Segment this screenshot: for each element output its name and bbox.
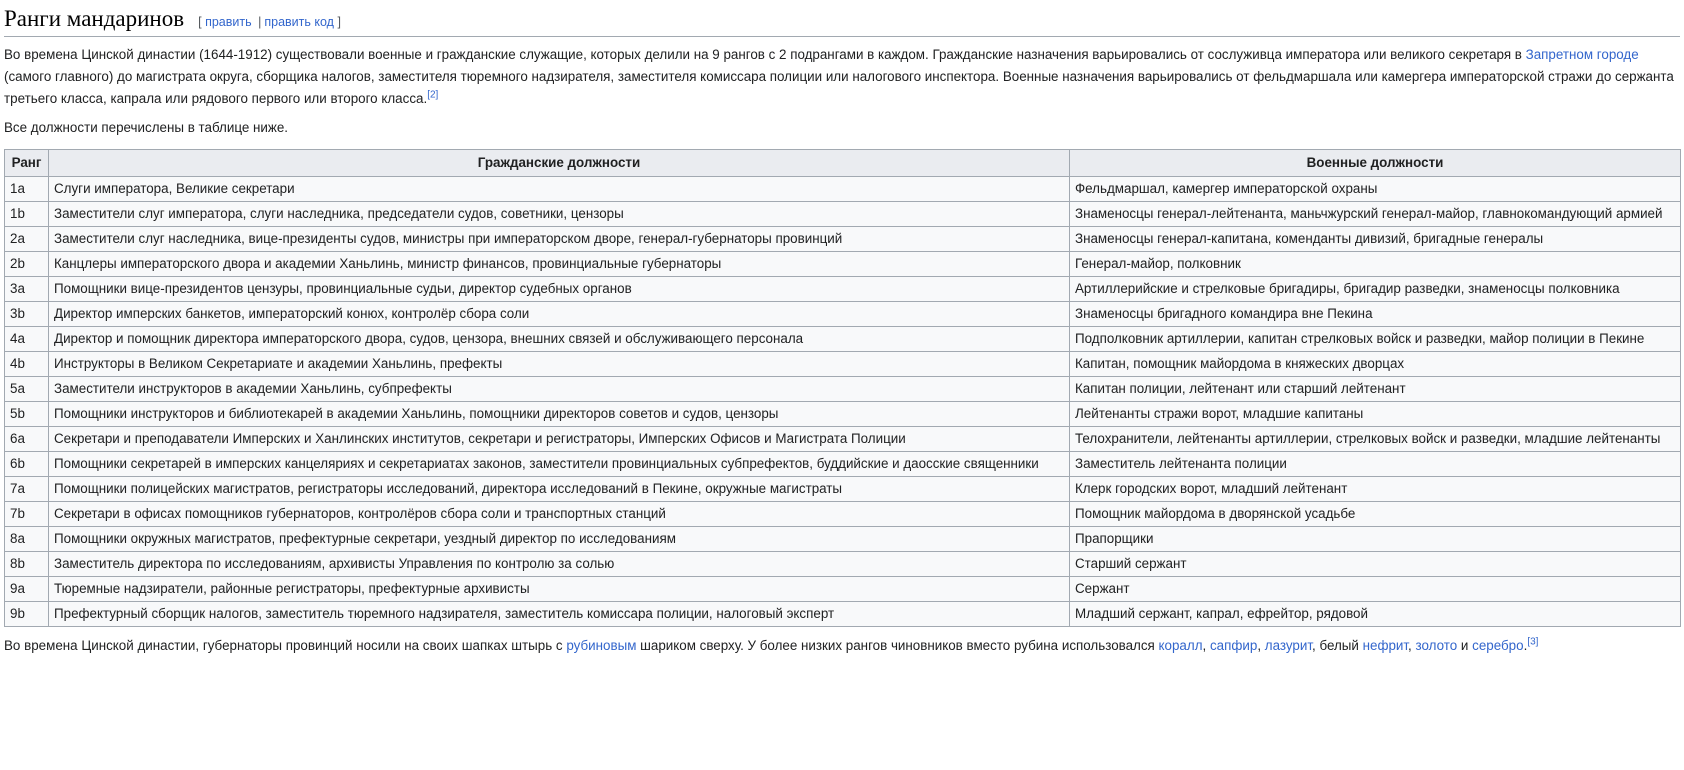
gold-link[interactable]: золото — [1415, 638, 1458, 653]
table-row — [5, 402, 1681, 427]
reference-3 — [1527, 637, 1538, 648]
civil-position-cell: Секретари в офисах помощников губернаторов, контролёров сбора соли и транспортных станций — [49, 502, 1070, 527]
rank-cell: 7a — [5, 477, 49, 502]
military-position-cell: Помощник майордома в дворянской усадьбе — [1070, 502, 1681, 527]
military-position-cell: Старший сержант — [1070, 552, 1681, 577]
intro-paragraph — [4, 44, 1676, 110]
civil-position-cell: Заместитель директора по исследованиям, архивисты Управления по контролю за солью — [49, 552, 1070, 577]
military-position-cell: Фельдмаршал, камергер императорской охраны — [1070, 177, 1681, 202]
table-row — [5, 302, 1681, 327]
table-row — [5, 177, 1681, 202]
civil-position-cell: Канцлеры императорского двора и академии Ханьлинь, министр финансов, провинциальные губернаторы — [49, 252, 1070, 277]
table-body — [5, 177, 1681, 627]
civil-position-cell: Инструкторы в Великом Секретариате и академии Ханьлинь, префекты — [49, 352, 1070, 377]
lapis-link[interactable]: лазурит — [1264, 638, 1312, 653]
table-row — [5, 602, 1681, 627]
edit-section-links — [198, 15, 341, 29]
coral-link[interactable]: коралл — [1158, 638, 1203, 653]
edit-link[interactable]: править — [205, 15, 252, 29]
military-position-cell: Подполковник артиллерии, капитан стрелковых войск и разведки, майор полиции в Пекине — [1070, 327, 1681, 352]
forbidden-city-link[interactable]: Запретном городе — [1525, 47, 1639, 62]
outro-sep-3: , — [1408, 638, 1416, 653]
jade-link[interactable]: нефрит — [1362, 638, 1409, 653]
military-position-cell: Младший сержант, капрал, ефрейтор, рядовой — [1070, 602, 1681, 627]
table-row — [5, 427, 1681, 452]
silver-link[interactable]: серебро — [1472, 638, 1524, 653]
civil-position-cell: Помощники окружных магистратов, префектурные секретари, уездный директор по исследованиям — [49, 527, 1070, 552]
header-civil: Гражданские должности — [49, 150, 1070, 177]
section-heading — [4, 4, 1680, 37]
military-position-cell: Артиллерийские и стрелковые бригадиры, бригадир разведки, знаменосцы полковника — [1070, 277, 1681, 302]
edit-bracket-open: [ — [198, 15, 202, 29]
civil-position-cell: Секретари и преподаватели Имперских и Ханлинских институтов, секретари и регистраторы, Имперских Офисов и Магистрата Полиции — [49, 427, 1070, 452]
outro-text-4: и — [1457, 638, 1473, 653]
outro-paragraph — [4, 635, 1676, 657]
civil-position-cell: Заместители слуг императора, слуги наследника, председатели судов, советники, цензоры — [49, 202, 1070, 227]
rank-cell: 3b — [5, 302, 49, 327]
military-position-cell: Капитан полиции, лейтенант или старший лейтенант — [1070, 377, 1681, 402]
edit-separator: | — [258, 15, 262, 29]
edit-code-link[interactable]: править код — [264, 15, 334, 29]
civil-position-cell: Префектурный сборщик налогов, заместитель тюремного надзирателя, заместитель комиссара полиции, налоговый эксперт — [49, 602, 1070, 627]
table-row — [5, 552, 1681, 577]
table-row — [5, 252, 1681, 277]
table-header-row — [5, 150, 1681, 177]
reference-2 — [427, 90, 438, 101]
rank-cell: 3a — [5, 277, 49, 302]
civil-position-cell: Слуги императора, Великие секретари — [49, 177, 1070, 202]
military-position-cell: Сержант — [1070, 577, 1681, 602]
civil-position-cell: Помощники секретарей в имперских канцеляриях и секретариатах законов, заместители провинциальных субпрефектов, буддийские и даосские священники — [49, 452, 1070, 477]
header-rank: Ранг — [5, 150, 49, 177]
table-row — [5, 327, 1681, 352]
header-military: Военные должности — [1070, 150, 1681, 177]
reference-3-link[interactable]: [3] — [1527, 636, 1539, 648]
rank-cell: 8a — [5, 527, 49, 552]
ruby-link[interactable]: рубиновым — [566, 638, 637, 653]
edit-bracket-close: ] — [337, 15, 341, 29]
military-position-cell: Заместитель лейтенанта полиции — [1070, 452, 1681, 477]
rank-cell: 7b — [5, 502, 49, 527]
mandarin-ranks-table — [4, 149, 1681, 627]
rank-cell: 5b — [5, 402, 49, 427]
military-position-cell: Генерал-майор, полковник — [1070, 252, 1681, 277]
intro-text-2: (самого главного) до магистрата округа, сборщика налогов, заместителя тюремного надзирателя, заместителя комиссара полиции или налогового инспектора. Военные назначения варьировались от фельдмаршала или камергера императорской стражи до сержанта третьего класса, капрала или рядового первого или второго класса. — [4, 69, 1674, 106]
table-row — [5, 477, 1681, 502]
table-row — [5, 227, 1681, 252]
rank-cell: 4a — [5, 327, 49, 352]
military-position-cell: Знаменосцы генерал-капитана, коменданты дивизий, бригадные генералы — [1070, 227, 1681, 252]
outro-text-5: . — [1523, 638, 1528, 653]
military-position-cell: Капитан, помощник майордома в княжеских дворцах — [1070, 352, 1681, 377]
table-row — [5, 377, 1681, 402]
table-row — [5, 452, 1681, 477]
civil-position-cell: Директор имперских банкетов, императорский конюх, контролёр сбора соли — [49, 302, 1070, 327]
outro-sep-2: , — [1257, 638, 1265, 653]
rank-cell: 6a — [5, 427, 49, 452]
civil-position-cell: Директор и помощник директора императорского двора, судов, цензора, внешних связей и обслуживающего персонала — [49, 327, 1070, 352]
section-title: Ранги мандаринов — [4, 6, 185, 31]
military-position-cell: Клерк городских ворот, младший лейтенант — [1070, 477, 1681, 502]
civil-position-cell: Заместители инструкторов в академии Ханьлинь, субпрефекты — [49, 377, 1070, 402]
civil-position-cell: Помощники инструкторов и библиотекарей в академии Ханьлинь, помощники директоров советов и судов, цензоры — [49, 402, 1070, 427]
intro-text-1: Во времена Цинской династии (1644-1912) существовали военные и гражданские служащие, которых делили на 9 рангов с 2 подрангами в каждом. Гражданские назначения варьировались от сослуживца императора или великого секретаря в — [4, 47, 1526, 62]
civil-position-cell: Помощники вице-президентов цензуры, провинциальные судьи, директор судебных органов — [49, 277, 1070, 302]
rank-cell: 2b — [5, 252, 49, 277]
rank-cell: 6b — [5, 452, 49, 477]
rank-cell: 2a — [5, 227, 49, 252]
table-row — [5, 202, 1681, 227]
rank-cell: 9b — [5, 602, 49, 627]
outro-text-2: шариком сверху. У более низких рангов чиновников вместо рубина использовался — [636, 638, 1159, 653]
military-position-cell: Знаменосцы генерал-лейтенанта, маньчжурский генерал-майор, главнокомандующий армией — [1070, 202, 1681, 227]
table-intro: Все должности перечислены в таблице ниже. — [4, 120, 289, 135]
military-position-cell: Прапорщики — [1070, 527, 1681, 552]
outro-text-3: , белый — [1312, 638, 1363, 653]
rank-cell: 1a — [5, 177, 49, 202]
table-row — [5, 277, 1681, 302]
military-position-cell: Знаменосцы бригадного командира вне Пекина — [1070, 302, 1681, 327]
rank-cell: 4b — [5, 352, 49, 377]
sapphire-link[interactable]: сапфир — [1209, 638, 1258, 653]
civil-position-cell: Заместители слуг наследника, вице-президенты судов, министры при императорском дворе, генерал-губернаторы провинций — [49, 227, 1070, 252]
rank-cell: 9a — [5, 577, 49, 602]
table-row — [5, 527, 1681, 552]
military-position-cell: Телохранители, лейтенанты артиллерии, стрелковых войск и разведки, младшие лейтенанты — [1070, 427, 1681, 452]
outro-sep-1: , — [1202, 638, 1210, 653]
military-position-cell: Лейтенанты стражи ворот, младшие капитаны — [1070, 402, 1681, 427]
civil-position-cell: Тюремные надзиратели, районные регистраторы, префектурные архивисты — [49, 577, 1070, 602]
rank-cell: 8b — [5, 552, 49, 577]
reference-2-link[interactable]: [2] — [427, 89, 439, 101]
rank-cell: 5a — [5, 377, 49, 402]
table-row — [5, 502, 1681, 527]
civil-position-cell: Помощники полицейских магистратов, регистраторы исследований, директора исследований в Пекине, окружные магистраты — [49, 477, 1070, 502]
table-row — [5, 577, 1681, 602]
table-row — [5, 352, 1681, 377]
rank-cell: 1b — [5, 202, 49, 227]
outro-text-1: Во времена Цинской династии, губернаторы провинций носили на своих шапках штырь с — [4, 638, 567, 653]
